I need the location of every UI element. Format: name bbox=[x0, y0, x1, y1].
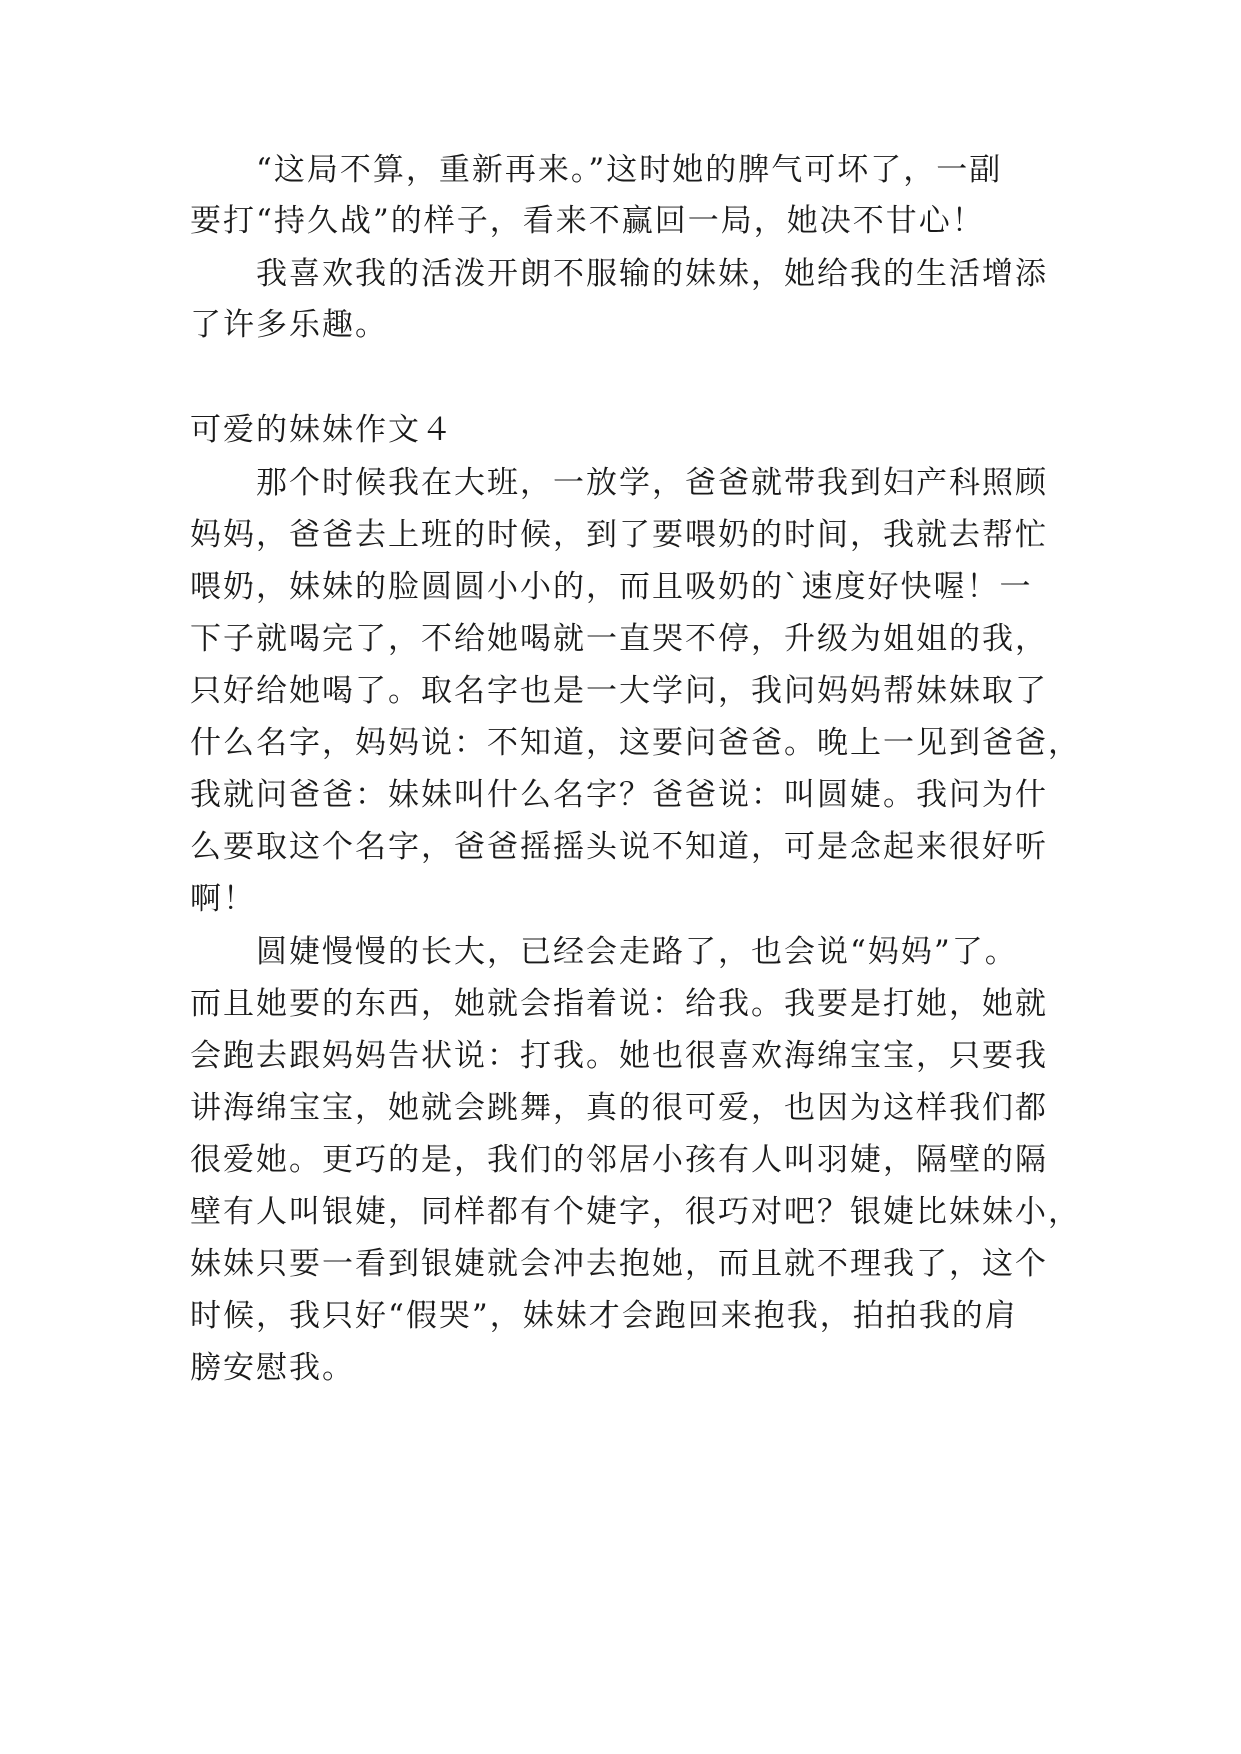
paragraph-line: 膀安慰我。 bbox=[190, 1350, 355, 1386]
paragraph-line: 什么名字，妈妈说：不知道，这要问爸爸。晚上一见到爸爸， bbox=[190, 725, 1081, 761]
paragraph-line: 要打“持久战”的样子，看来不赢回一局，她决不甘心！ bbox=[190, 203, 985, 239]
paragraph-line: 那个时候我在大班，一放学，爸爸就带我到妇产科照顾 bbox=[256, 465, 1048, 501]
paragraph-line: 壁有人叫银婕，同样都有个婕字，很巧对吧？银婕比妹妹小， bbox=[190, 1194, 1081, 1230]
paragraph-line: 妹妹只要一看到银婕就会冲去抱她，而且就不理我了，这个 bbox=[190, 1246, 1048, 1282]
paragraph-line: 妈妈，爸爸去上班的时候，到了要喂奶的时间，我就去帮忙 bbox=[190, 517, 1048, 553]
paragraph-line: 么要取这个名字，爸爸摇摇头说不知道，可是念起来很好听 bbox=[190, 829, 1048, 865]
paragraph-line: 会跑去跟妈妈告状说：打我。她也很喜欢海绵宝宝，只要我 bbox=[190, 1038, 1048, 1074]
paragraph-line: 了许多乐趣。 bbox=[190, 307, 388, 343]
paragraph-line: 啊！ bbox=[190, 881, 256, 917]
paragraph-line: 只好给她喝了。取名字也是一大学问，我问妈妈帮妹妹取了 bbox=[190, 673, 1048, 709]
paragraph-line: 喂奶，妹妹的脸圆圆小小的，而且吸奶的`速度好快喔！一 bbox=[190, 569, 1033, 605]
paragraph-line: 下子就喝完了，不给她喝就一直哭不停，升级为姐姐的我， bbox=[190, 621, 1048, 657]
paragraph-line: 我喜欢我的活泼开朗不服输的妹妹，她给我的生活增添 bbox=[256, 256, 1048, 292]
paragraph-line: 我就问爸爸：妹妹叫什么名字？爸爸说：叫圆婕。我问为什 bbox=[190, 777, 1048, 813]
paragraph-line: 圆婕慢慢的长大，已经会走路了，也会说“妈妈”了。 bbox=[256, 934, 1018, 970]
paragraph-line: 时候，我只好“假哭”，妹妹才会跑回来抱我，拍拍我的肩 bbox=[190, 1298, 1018, 1334]
paragraph-line: 而且她要的东西，她就会指着说：给我。我要是打她，她就 bbox=[190, 986, 1048, 1022]
paragraph-line: “这局不算，重新再来。”这时她的脾气可坏了，一副 bbox=[256, 152, 1003, 188]
paragraph-line: 很爱她。更巧的是，我们的邻居小孩有人叫羽婕，隔壁的隔 bbox=[190, 1142, 1048, 1178]
paragraph-line: 讲海绵宝宝，她就会跳舞，真的很可爱，也因为这样我们都 bbox=[190, 1090, 1048, 1126]
section-heading: 可爱的妹妹作文４ bbox=[190, 412, 454, 448]
